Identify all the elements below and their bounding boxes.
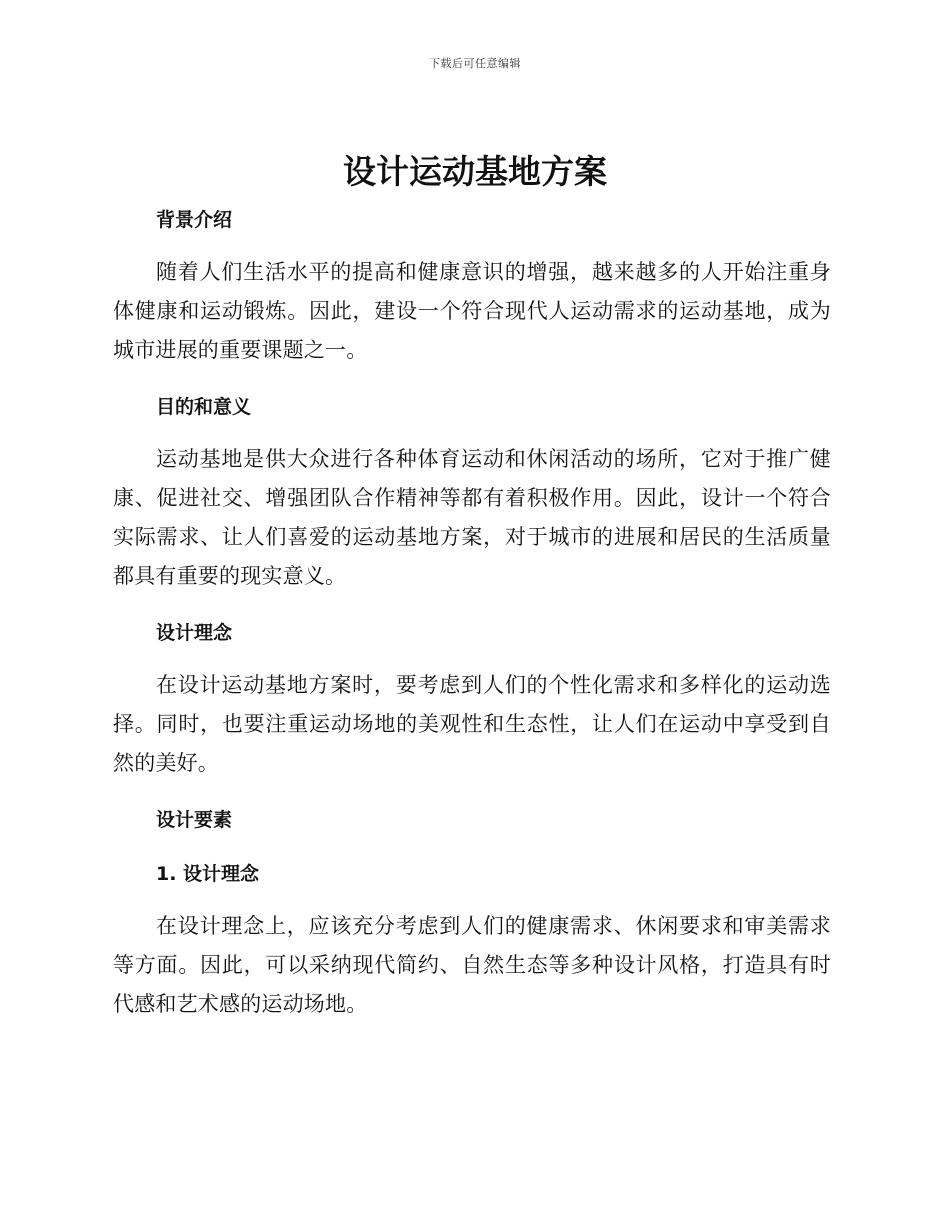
section-paragraph-background: 随着人们生活水平的提高和健康意识的增强，越来越多的人开始注重身体健康和运动锻炼。因此，建设一个符合现代人运动需求的运动基地，成为城市进展的重要课题之一。 [113, 260, 831, 362]
subsection-heading-concept: 1. 设计理念 [156, 863, 260, 885]
subsection-paragraph-concept: 在设计理念上，应该充分考虑到人们的健康需求、休闲要求和审美需求等方面。因此，可以采纳现代简约、自然生态等多种设计风格，打造具有时代感和艺术感的运动场地。 [113, 914, 831, 1016]
section-paragraph-purpose: 运动基地是供大众进行各种体育运动和休闲活动的场所，它对于推广健康、促进社交、增强团队合作精神等都有着积极作用。因此，设计一个符合实际需求、让人们喜爱的运动基地方案，对于城市的进展和居民的生活质量都具有重要的现实意义。 [113, 447, 831, 588]
page-header-note: 下载后可任意编辑 [429, 57, 521, 70]
section-paragraph-concept: 在设计运动基地方案时，要考虑到人们的个性化需求和多样化的运动选择。同时，也要注重运动场地的美观性和生态性，让人们在运动中享受到自然的美好。 [113, 673, 831, 775]
section-heading-elements: 设计要素 [156, 809, 233, 831]
section-heading-background: 背景介绍 [156, 209, 233, 231]
document-body [113, 203, 831, 1024]
section-heading-purpose: 目的和意义 [156, 396, 252, 418]
document-title: 设计运动基地方案 [343, 152, 607, 191]
section-heading-concept: 设计理念 [156, 622, 233, 644]
